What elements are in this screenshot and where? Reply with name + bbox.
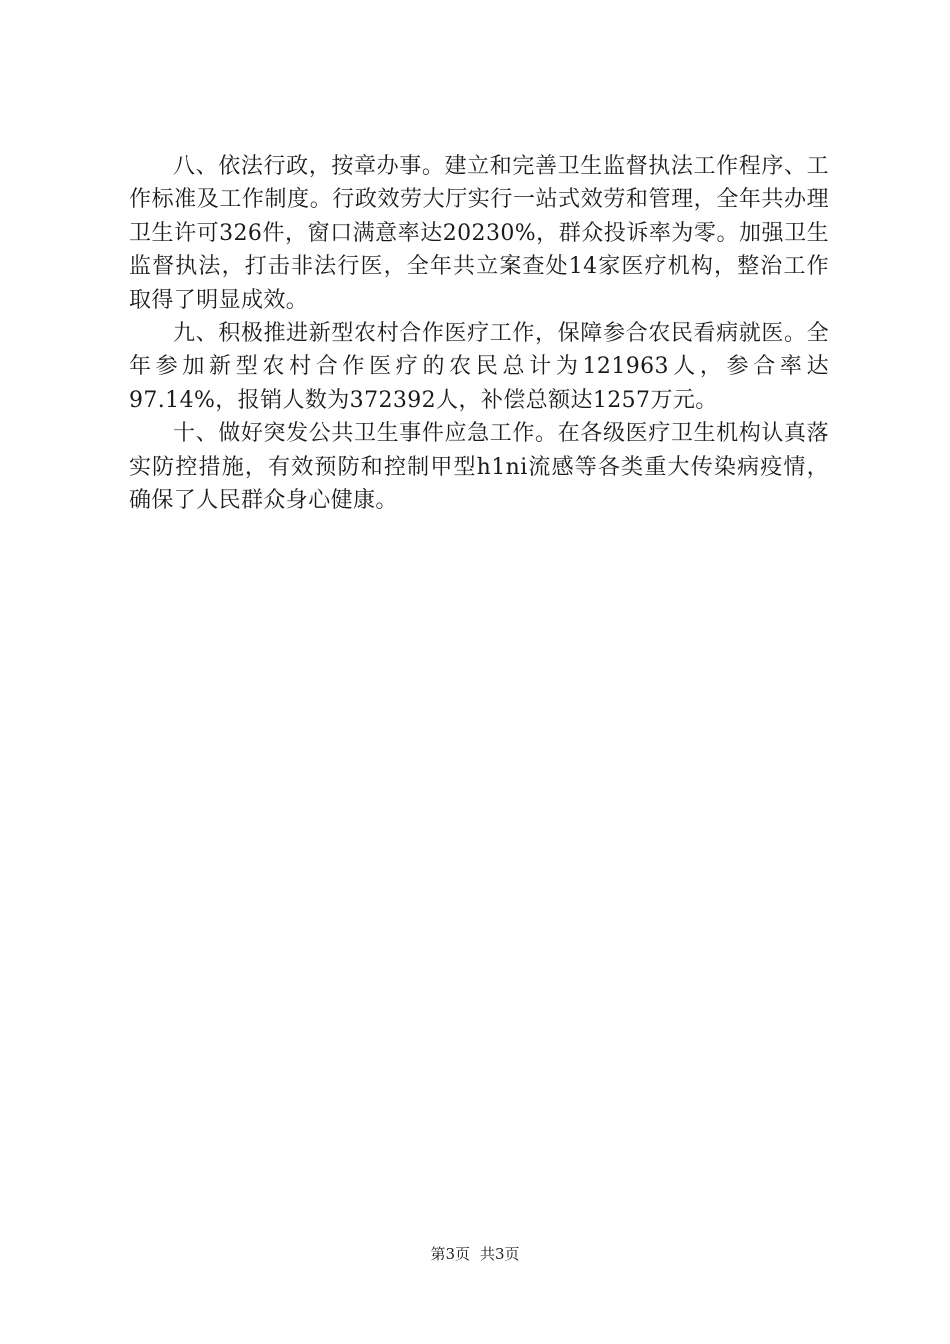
paragraph-9: 九、积极推进新型农村合作医疗工作，保障参合农民看病就医。全年参加新型农村合作医疗的农民总计为121963人，参合率达97.14%，报销人数为372392人，补偿总额达1257万元。 xyxy=(129,321,829,413)
document-body xyxy=(129,150,829,517)
paragraph-8: 八、依法行政，按章办事。建立和完善卫生监督执法工作程序、工作标准及工作制度。行政效劳大厅实行一站式效劳和管理，全年共办理卫生许可326件，窗口满意率达20230%，群众投诉率为零。加强卫生监督执法，打击非法行医，全年共立案查处14家医疗机构，整治工作取得了明显成效。 xyxy=(129,154,829,313)
page-footer xyxy=(0,1244,950,1264)
paragraph-10: 十、做好突发公共卫生事件应急工作。在各级医疗卫生机构认真落实防控措施，有效预防和控制甲型h1ni流感等各类重大传染病疫情，确保了人民群众身心健康。 xyxy=(129,421,829,514)
page-total: 共3页 xyxy=(480,1245,520,1263)
page-number: 第3页 xyxy=(430,1245,470,1263)
